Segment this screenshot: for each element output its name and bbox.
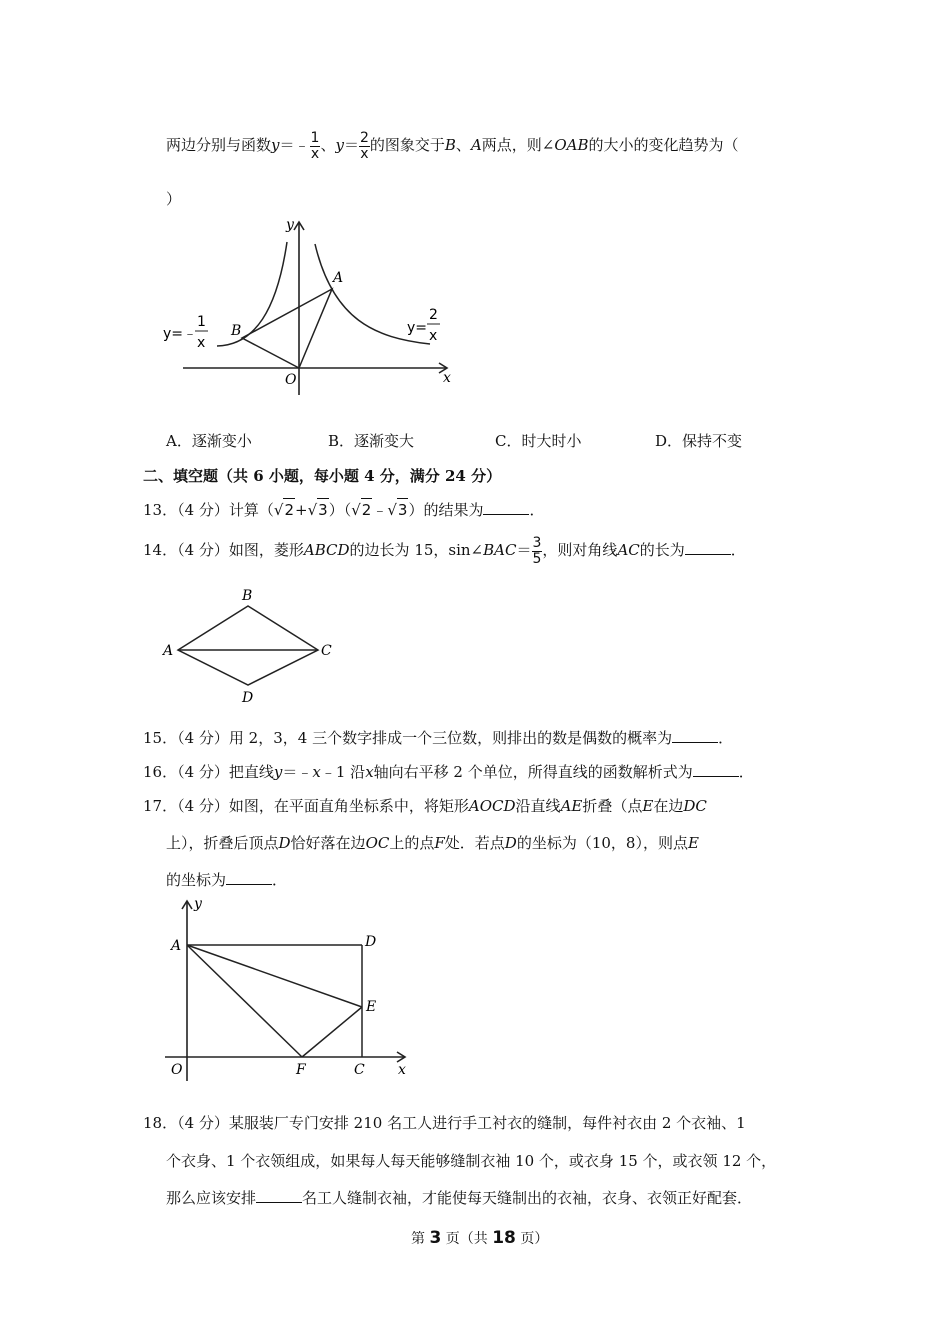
right-curve-num: 2 bbox=[429, 307, 438, 323]
curve-neg-1-over-x bbox=[217, 242, 287, 346]
x-axis-label: x bbox=[443, 370, 451, 386]
q12-hyperbola-figure bbox=[155, 210, 465, 395]
sqrt-icon: √ bbox=[307, 501, 318, 519]
fraction-3-over-5: $\frac{3}{5}$ bbox=[532, 534, 542, 567]
y-axis-label: y bbox=[286, 217, 294, 233]
svg-text:F: F bbox=[296, 1062, 306, 1078]
left-curve-den: x bbox=[197, 335, 206, 351]
segment-fe bbox=[302, 1007, 362, 1057]
page-footer: 第 3 页（共 18 页） bbox=[411, 1228, 549, 1248]
svg-text:y: y bbox=[194, 896, 202, 912]
svg-text:C: C bbox=[321, 643, 332, 659]
svg-text:A: A bbox=[171, 938, 182, 954]
question-15: 15．（4 分）用 2，3，4 三个数字排成一个三位数，则排出的数是偶数的概率为 ． bbox=[143, 729, 734, 747]
origin-label: O bbox=[285, 372, 297, 388]
sqrt-icon: √ bbox=[351, 501, 361, 519]
question-14: 14．（4 分）如图，菱形ABCD的边长为 15，sin∠BAC＝ $\frac{3}{5}$ ，则对角线AC的长为 ． bbox=[143, 534, 746, 567]
q12-options bbox=[0, 430, 950, 452]
svg-text:A: A bbox=[163, 643, 174, 659]
svg-text:D: D bbox=[365, 934, 377, 950]
answer-blank[interactable] bbox=[672, 741, 718, 743]
left-curve-num: 1 bbox=[197, 314, 206, 330]
question-18-line1: 18．（4 分）某服装厂专门安排 210 名工人进行手工衬衣的缝制，每件衬衣由 2 个衣袖、1 bbox=[143, 1114, 746, 1132]
question-18-line2: 个衣身、1 个衣领组成，如果每人每天能够缝制衣袖 10 个，或衣身 15 个，或衣领 12 个， bbox=[166, 1152, 777, 1170]
fold-line-ae bbox=[187, 945, 362, 1007]
question-17-line1: 17．（4 分）如图，在平面直角坐标系中，将矩形AOCD沿直线AE折叠（点E在边DC bbox=[143, 797, 707, 815]
right-curve-label: y= bbox=[407, 320, 428, 336]
svg-text:O: O bbox=[171, 1062, 183, 1078]
option-b: B．逐渐变大 bbox=[328, 432, 415, 450]
q14-rhombus-figure bbox=[158, 583, 348, 708]
sqrt-icon: √ bbox=[387, 501, 397, 519]
segment-af bbox=[187, 945, 302, 1057]
point-b-label: B bbox=[231, 323, 242, 339]
page-number: 3 bbox=[429, 1228, 442, 1248]
q12-line1: 两边分别与函数y＝﹣ $\frac{1}{x}$ 、y＝ $\frac{2}{x}$ 的图象交于B、A两点，则∠OAB的大小的变化趋势为（ bbox=[166, 129, 739, 162]
svg-text:C: C bbox=[354, 1062, 365, 1078]
fraction-1-over-x: $\frac{1}{x}$ bbox=[310, 129, 320, 162]
svg-text:D: D bbox=[242, 690, 254, 706]
answer-blank[interactable] bbox=[483, 513, 529, 515]
svg-text:E: E bbox=[366, 999, 377, 1015]
point-a-label: A bbox=[333, 270, 344, 286]
section-2-heading: 二、填空题（共 6 小题，每小题 4 分，满分 24 分） bbox=[143, 467, 502, 485]
left-curve-label: y=﹣ bbox=[163, 326, 198, 342]
answer-blank[interactable] bbox=[685, 553, 731, 555]
answer-blank[interactable] bbox=[226, 883, 272, 885]
q12-line2: ） bbox=[166, 190, 182, 208]
fraction-2-over-x: $\frac{2}{x}$ bbox=[359, 129, 369, 162]
question-16: 16．（4 分）把直线y＝﹣x﹣1 沿x轴向右平移 2 个单位，所得直线的函数解析式为 ． bbox=[143, 763, 754, 781]
question-17-line3: 的坐标为 ． bbox=[166, 871, 288, 889]
sqrt-icon: √ bbox=[273, 501, 284, 519]
option-d: D．保持不变 bbox=[655, 432, 743, 450]
svg-text:x: x bbox=[398, 1062, 406, 1078]
question-18-line3: 那么应该安排 名工人缝制衣袖，才能使每天缝制出的衣袖，衣身、衣领正好配套． bbox=[166, 1189, 753, 1207]
option-c: C．时大时小 bbox=[495, 432, 582, 450]
answer-blank[interactable] bbox=[256, 1201, 302, 1203]
q17-rectangle-figure bbox=[160, 893, 420, 1083]
question-13: 13．（4 分）计算（√2+√3）（√2﹣√3）的结果为 ． bbox=[143, 498, 544, 521]
rhombus-abcd bbox=[178, 606, 318, 685]
right-curve-den: x bbox=[429, 328, 438, 344]
svg-text:B: B bbox=[242, 588, 253, 604]
answer-blank[interactable] bbox=[693, 775, 739, 777]
page-total: 18 bbox=[492, 1228, 516, 1248]
option-a: A．逐渐变小 bbox=[166, 432, 252, 450]
question-17-line2: 上），折叠后顶点D恰好落在边OC上的点F处．若点D的坐标为（10，8），则点E bbox=[166, 834, 699, 852]
